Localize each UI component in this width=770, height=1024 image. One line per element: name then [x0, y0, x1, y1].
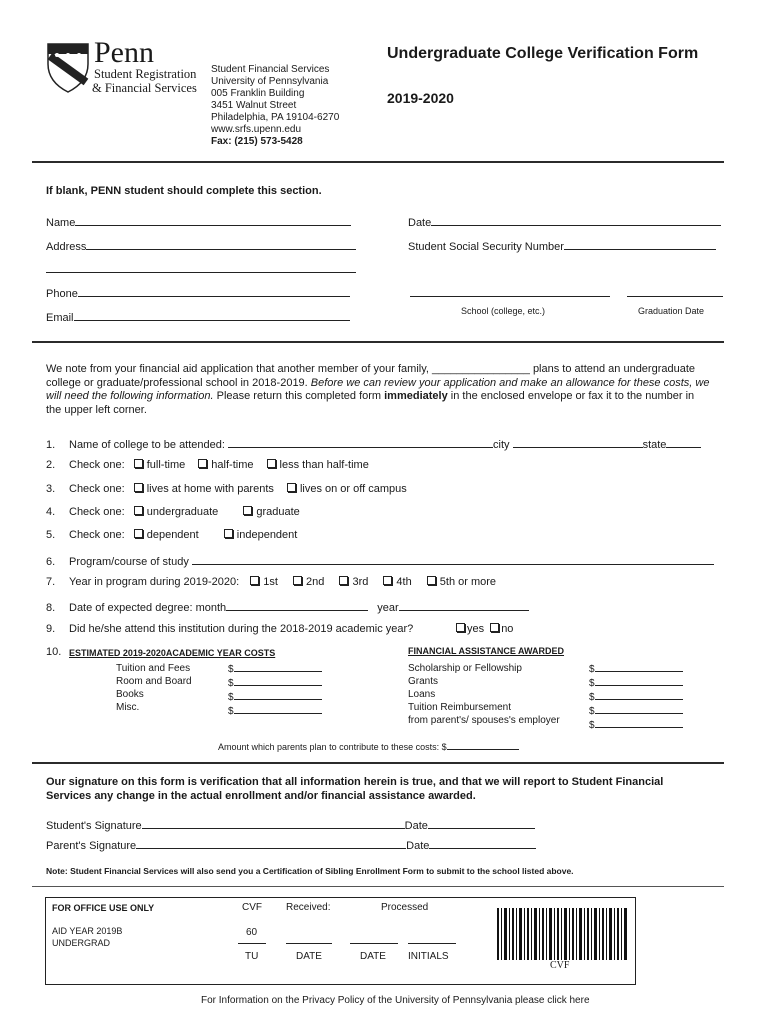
question-7: [46, 576, 496, 588]
option-label: 2nd: [306, 576, 325, 588]
address-line: University of Pennsylvania: [211, 76, 329, 87]
checkbox-icon[interactable]: [134, 459, 143, 468]
office-address: [211, 64, 339, 148]
date-label: DATE: [360, 951, 386, 962]
cvf-line: [238, 943, 266, 944]
year-3rd-option[interactable]: [339, 576, 368, 588]
dependent-option[interactable]: [134, 529, 199, 541]
degree-year-input[interactable]: [399, 599, 529, 611]
address-label: Address: [46, 241, 87, 253]
address-line: 3451 Walnut Street: [211, 100, 297, 111]
statement-line: Services any change in the actual enrollment and/or financial assistance awarded.: [46, 790, 476, 802]
cvf-label: CVF: [242, 902, 262, 913]
fa-amount-field[interactable]: $: [589, 718, 683, 732]
option-label: half-time: [211, 459, 254, 471]
q-num: 9.: [46, 623, 56, 635]
parent-signature-field[interactable]: [46, 837, 536, 852]
divider: [32, 161, 724, 163]
cost-label: Misc.: [116, 702, 140, 713]
phone-field[interactable]: [46, 285, 350, 300]
received-date-field[interactable]: [286, 943, 332, 944]
address-line2-field[interactable]: [46, 261, 356, 273]
cost-amount-field[interactable]: $: [228, 690, 322, 704]
state-label: state: [642, 439, 667, 451]
question-10: [46, 646, 69, 658]
processed-date-field[interactable]: [350, 943, 398, 944]
logo-line2: & Financial Services: [92, 81, 197, 95]
checkbox-icon[interactable]: [293, 576, 302, 585]
q9-options: [456, 623, 513, 635]
fa-label: Tuition Reimbursement: [408, 702, 512, 713]
checkbox-icon[interactable]: [339, 576, 348, 585]
undergraduate-option[interactable]: [134, 506, 219, 518]
checkbox-icon[interactable]: [250, 576, 259, 585]
checkbox-icon[interactable]: [456, 623, 465, 632]
checkbox-icon[interactable]: [134, 529, 143, 538]
fa-label: from parent's/ spouses's employer: [408, 715, 560, 726]
year-label: year: [374, 602, 399, 614]
yes-option[interactable]: [456, 623, 484, 635]
barcode: [497, 908, 627, 971]
question-8: [46, 599, 529, 614]
blank-instruction: If blank, PENN student should complete this section.: [46, 185, 322, 197]
option-label: lives on or off campus: [299, 483, 407, 495]
school-field[interactable]: [410, 285, 610, 297]
divider: [32, 886, 724, 887]
tu-label: TU: [245, 951, 259, 962]
no-option[interactable]: [490, 623, 513, 635]
q-num: 10.: [46, 646, 62, 658]
costs-labels: [116, 662, 192, 714]
year-5th-option[interactable]: [427, 576, 496, 588]
penn-shield-icon: [46, 42, 90, 94]
q2-label: Check one:: [69, 459, 125, 471]
fa-label: Loans: [408, 689, 436, 700]
cost-amount-field[interactable]: $: [228, 662, 322, 676]
question-9: [46, 623, 413, 635]
option-label: less than half-time: [279, 459, 369, 471]
checkbox-icon[interactable]: [134, 483, 143, 492]
costs-amounts: [228, 662, 322, 718]
cvf-number: 60: [246, 927, 258, 938]
fulltime-option[interactable]: [134, 459, 186, 471]
intro-line: We note from your financial aid application that another member of your family, ________________ plans to attend an undergraduate: [46, 363, 696, 375]
date-label: Date: [404, 820, 428, 832]
checkbox-icon[interactable]: [134, 506, 143, 515]
date-label: Date: [408, 217, 432, 229]
costs-title: ESTIMATED 2019-2020ACADEMIC YEAR COSTS: [69, 648, 276, 658]
cost-label: Books: [116, 689, 144, 700]
intro-paragraph: [46, 363, 709, 417]
option-label: graduate: [256, 506, 300, 518]
fax-line: Fax: (215) 573-5428: [211, 136, 303, 147]
option-label: yes: [467, 623, 485, 635]
independent-option[interactable]: [224, 529, 298, 541]
barcode-icon: [497, 908, 627, 960]
option-label: lives at home with parents: [146, 483, 274, 495]
option-label: 1st: [263, 576, 278, 588]
fa-amount-field[interactable]: $: [589, 662, 683, 676]
q1-label: Name of college to be attended:: [69, 439, 228, 451]
undergrad: UNDERGRAD: [52, 938, 111, 948]
intro-line: [46, 377, 709, 391]
penn-logo: [46, 36, 206, 140]
address-line: Student Financial Services: [211, 64, 330, 75]
fa-label: Grants: [408, 676, 439, 687]
school-caption: School (college, etc.): [461, 306, 546, 316]
q3-label: Check one:: [69, 483, 125, 495]
question-3: [46, 483, 407, 495]
aid-year: AID YEAR 2019B: [52, 926, 123, 936]
fa-labels: [408, 662, 560, 727]
name-field[interactable]: [46, 214, 351, 229]
q-num: 3.: [46, 483, 56, 495]
state-input[interactable]: [666, 436, 701, 448]
logo-line1: Student Registration: [94, 67, 197, 81]
q-num: 8.: [46, 602, 56, 614]
option-label: no: [501, 623, 514, 635]
divider: [32, 341, 724, 343]
question-5: [46, 529, 297, 541]
email-label: Email: [46, 312, 74, 324]
degree-month-input[interactable]: [226, 599, 368, 611]
q-num: 4.: [46, 506, 56, 518]
checkbox-icon[interactable]: [287, 483, 296, 492]
date-field[interactable]: [408, 214, 721, 229]
checkbox-icon[interactable]: [490, 623, 499, 632]
checkbox-icon[interactable]: [427, 576, 436, 585]
option-label: independent: [236, 529, 298, 541]
intro-text-italic: Before we can review your application and make an allowance for these costs, we: [310, 376, 710, 389]
q-num: 7.: [46, 576, 56, 588]
q-num: 2.: [46, 459, 56, 471]
grad-caption: Graduation Date: [638, 306, 705, 316]
statement-line: Our signature on this form is verification that all information herein is true, and that we will report to Student Financial: [46, 776, 664, 788]
q-num: 1.: [46, 439, 56, 451]
logo-penn: Penn: [94, 36, 154, 69]
address-line: Philadelphia, PA 19104-6270: [211, 112, 340, 123]
question-6: [46, 553, 714, 568]
office-use-box: [45, 897, 636, 985]
email-field[interactable]: [46, 309, 350, 324]
question-2: [46, 459, 369, 471]
lives-home-option[interactable]: [134, 483, 274, 495]
year-1st-option[interactable]: [250, 576, 278, 588]
name-label: Name: [46, 217, 76, 229]
q6-label: Program/course of study: [69, 556, 192, 568]
checkbox-icon[interactable]: [383, 576, 392, 585]
cost-amount-field[interactable]: $: [228, 704, 322, 718]
graduation-date-field[interactable]: [627, 285, 723, 297]
q-num: 6.: [46, 556, 56, 568]
signature-statement: [46, 775, 663, 803]
less-halftime-option[interactable]: [267, 459, 369, 471]
q9-label: Did he/she attend this institution during the 2018-2019 academic year?: [69, 623, 414, 635]
student-signature-field[interactable]: [46, 817, 535, 832]
address-field[interactable]: [46, 238, 356, 253]
college-name-input[interactable]: [228, 436, 493, 448]
q-num: 5.: [46, 529, 56, 541]
question-4: [46, 506, 300, 518]
cost-amount-field[interactable]: $: [228, 676, 322, 690]
option-label: dependent: [146, 529, 199, 541]
q8-label: Date of expected degree: month: [69, 602, 227, 614]
note-text: Note: Student Financial Services will also send you a Certification of Sibling Enrollment Form to submit to the school listed above.: [46, 866, 574, 876]
intro-text: college or graduate/professional school in 2018-2019.: [46, 376, 311, 389]
divider: [32, 762, 724, 764]
fa-label: Scholarship or Fellowship: [408, 663, 522, 674]
city-input[interactable]: [513, 436, 643, 448]
parent-signature-label: Parent's Signature: [46, 840, 137, 852]
intro-text: Please return this completed form: [213, 390, 385, 402]
option-label: full-time: [146, 459, 186, 471]
date-label: Date: [406, 840, 430, 852]
graduate-option[interactable]: [243, 506, 299, 518]
form-title: Undergraduate College Verification Form: [387, 45, 699, 62]
parents-contribution-field[interactable]: [218, 740, 519, 752]
date-label: DATE: [296, 951, 322, 962]
privacy-link[interactable]: For Information on the Privacy Policy of the University of Pennsylvania please click here: [201, 995, 590, 1006]
question-1: [46, 436, 701, 451]
option-label: 4th: [396, 576, 412, 588]
fa-amount-field[interactable]: $: [589, 676, 683, 690]
city-label: city: [493, 439, 513, 451]
intro-text-italic: will need the following information.: [46, 390, 214, 402]
intro-text-bold: immediately: [384, 390, 448, 402]
fa-title: FINANCIAL ASSISTANCE AWARDED: [408, 646, 565, 656]
address-line: 005 Franklin Building: [211, 88, 305, 99]
intro-text: in the enclosed envelope or fax it to the number in: [447, 390, 695, 402]
q7-label: Year in program during 2019-2020:: [69, 576, 240, 588]
fa-amount-field[interactable]: $: [589, 690, 683, 704]
program-input[interactable]: [192, 553, 714, 565]
intro-line: [46, 390, 709, 404]
barcode-text: CVF: [547, 960, 572, 971]
cost-label: Tuition and Fees: [116, 663, 191, 674]
initials-field[interactable]: [408, 943, 456, 944]
cost-label: Room and Board: [116, 676, 192, 687]
year-4th-option[interactable]: [383, 576, 411, 588]
phone-label: Phone: [46, 288, 78, 300]
checkbox-icon[interactable]: [224, 529, 233, 538]
ssn-field[interactable]: [408, 238, 716, 253]
halftime-option[interactable]: [198, 459, 253, 471]
checkbox-icon[interactable]: [267, 459, 276, 468]
option-label: 5th or more: [439, 576, 497, 588]
option-label: undergraduate: [146, 506, 219, 518]
initials-label: INITIALS: [408, 951, 449, 962]
student-signature-label: Student's Signature: [46, 820, 142, 832]
address-line: www.srfs.upenn.edu: [211, 124, 302, 135]
ssn-label: Student Social Security Number: [408, 241, 564, 253]
option-label: 3rd: [352, 576, 369, 588]
checkbox-icon[interactable]: [198, 459, 207, 468]
q4-label: Check one:: [69, 506, 125, 518]
lives-campus-option[interactable]: [287, 483, 407, 495]
fa-amounts: [589, 662, 683, 732]
intro-line: the upper left corner.: [46, 403, 147, 416]
fa-amount-field[interactable]: $: [589, 704, 683, 718]
processed-label: Processed: [381, 902, 429, 913]
year-2nd-option[interactable]: [293, 576, 324, 588]
form-year: 2019-2020: [387, 90, 454, 106]
checkbox-icon[interactable]: [243, 506, 252, 515]
office-title: FOR OFFICE USE ONLY: [52, 903, 155, 913]
received-label: Received:: [286, 902, 331, 913]
parents-contribution-label: Amount which parents plan to contribute to these costs: $: [218, 742, 447, 752]
q5-label: Check one:: [69, 529, 125, 541]
